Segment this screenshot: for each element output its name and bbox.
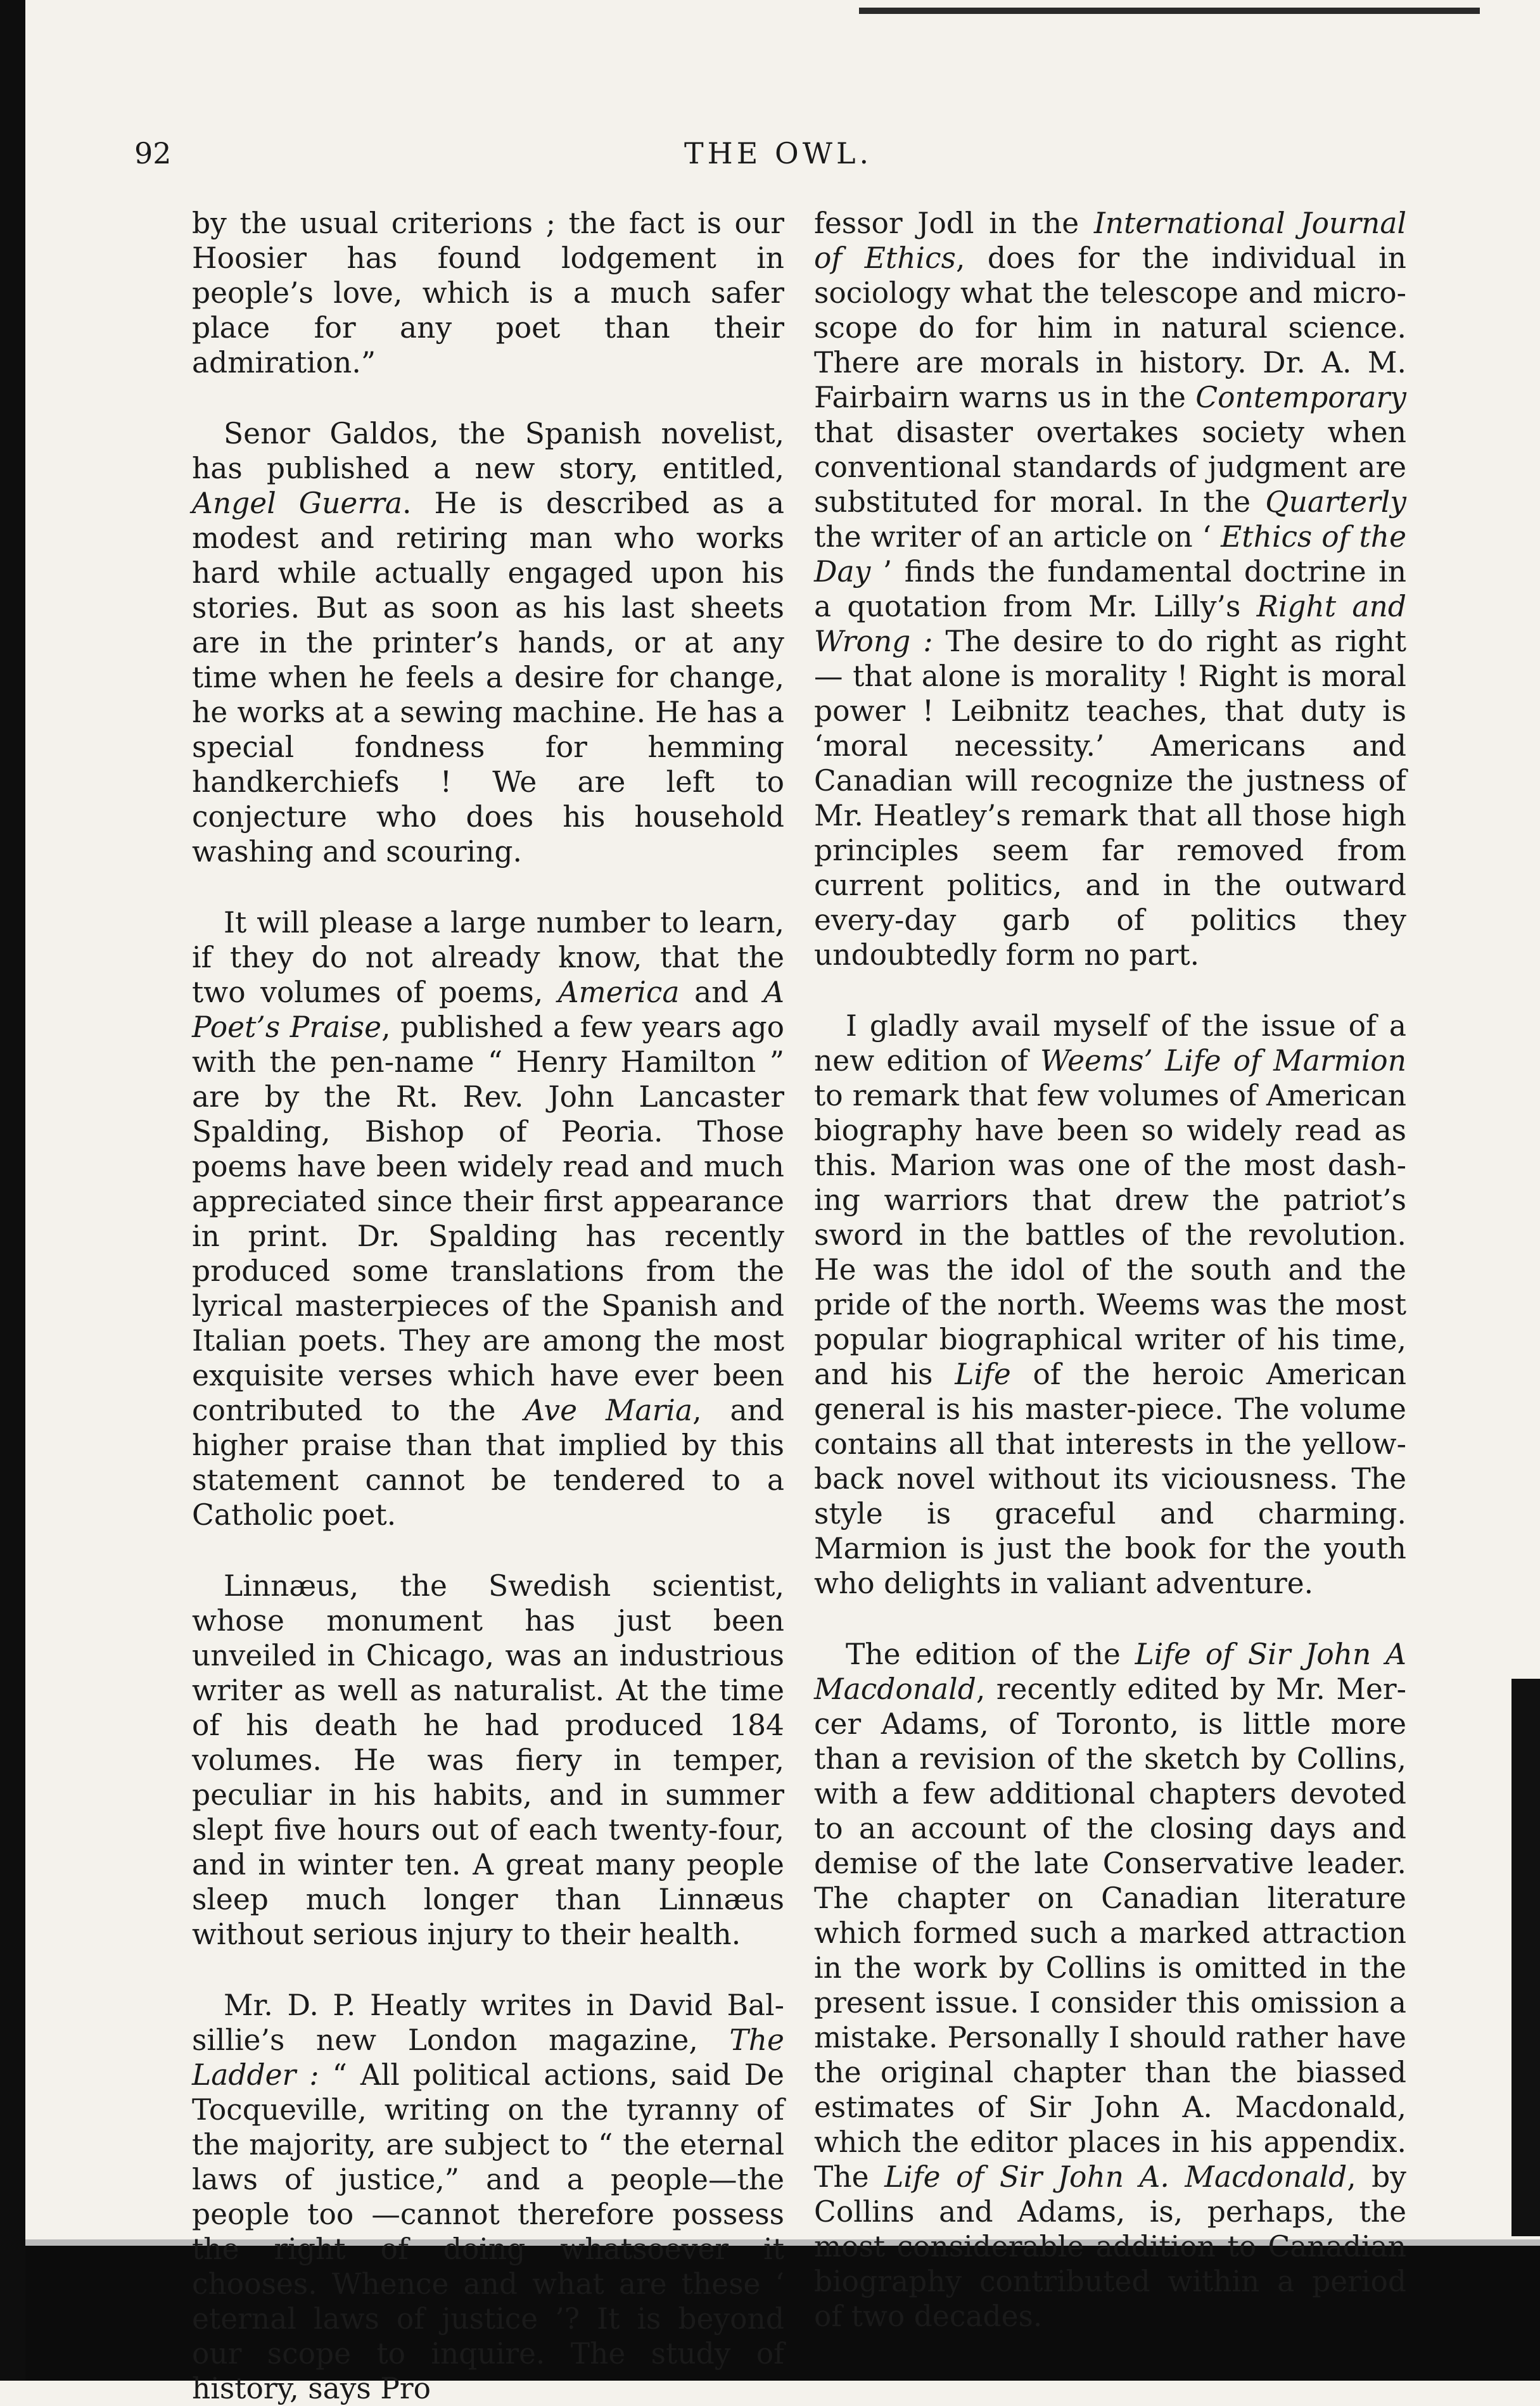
book-title: Weems’ Life of Marmion bbox=[1040, 1044, 1406, 1078]
periodical-title: Quarterly bbox=[1265, 485, 1406, 519]
periodical-title: Ave Maria bbox=[524, 1394, 693, 1427]
paragraph-linnaeus: Linnæus, the Swedish scientist, whose monument has just been unveiled in Chicago, was an industrious writer as well as naturalist. At the time of his death he had produced 184 volumes. He was fiery in temper, peculiar in his habits, and in summer slept five hours out of each twenty-four, and in winter ten. A great many people sleep much longer than Linnæus without serious injury to their health. bbox=[192, 1569, 784, 1951]
scan-top-rule bbox=[859, 8, 1480, 14]
paragraph-heatly: Mr. D. P. Heatly writes in David Balsillie’s new London magazine, The Ladder : “ All political actions, said De Tocqueville, writing on the tyranny of the majority, are subject to “ the eternal laws of justice,” and a people—the people too —cannot therefore possess the right of doing whatsoever it chooses. Whence and what are these ‘ eternal laws of justice ’? It is beyond our scope to inquire. The study of history, says Pro bbox=[192, 1989, 784, 2405]
paragraph-ethics: fessor Jodl in the International Journal of Ethics, does for the individual in sociology what the telescope and microscope do for him in natural science. There are morals in history. Dr. A. M. Fairbairn warns us in the Contemporary that disaster overtakes society when conventional standards of judgment are substituted for moral. In the Quarterly the writer of an article on ‘ Ethics of the Day ’ finds the fundamental doctrine in a quotation from Mr. Lilly’s Right and Wrong : The desire to do right as right— that alone is morality ! Right is moral power ! Leibnitz teaches, that duty is ‘moral necessity.’ Americans and Canadian will recognize the justness of Mr. Heatley’s remark that all those high principles seem far removed from current politics, and in the outward every-day garb of politics they undoubtedly form no part. bbox=[814, 207, 1406, 972]
left-column bbox=[192, 206, 784, 2406]
book-title: Life bbox=[955, 1358, 1011, 1391]
page-number: 92 bbox=[134, 136, 172, 170]
running-title: THE OWL. bbox=[684, 136, 873, 170]
scan-edge-right bbox=[1511, 1679, 1540, 2236]
book-title: Right and Wrong : bbox=[814, 590, 1406, 658]
book-title: America bbox=[557, 976, 680, 1009]
book-title: A Poet’s Praise bbox=[192, 976, 784, 1044]
paragraph-galdos: Senor Galdos, the Spanish novelist, has published a new story, entitled, Angel Guerra. He is described as a modest and retiring man who works hard while actually engaged upon his stories. But as soon as his last sheets are in the printer’s hands, or at any time when he feels a desire for change, he works at a sewing machine. He has a special fondness for hemming handkerchiefs ! We are left to conjecture who does his household washing and scouring. bbox=[192, 417, 785, 869]
periodical-title: Contemporary bbox=[1195, 381, 1406, 414]
right-column bbox=[814, 206, 1406, 2334]
book-title: Life of Sir John A. Macdonald bbox=[884, 2160, 1347, 2194]
paragraph-hoosier-end: by the usual criterions ; the fact is our Hoosier has found lodgement in people’s love, which is a much safer place for any poet than their admiration.” bbox=[192, 207, 784, 379]
periodical-title: The Ladder : bbox=[192, 2023, 784, 2092]
article-title: Ethics of the Day bbox=[814, 520, 1406, 589]
scan-edge-left bbox=[0, 0, 25, 2381]
book-title: Life of Sir John A Macdonald bbox=[814, 1638, 1406, 1706]
periodical-title: International Journal of Ethics bbox=[814, 207, 1406, 275]
book-title: Angel Guerra bbox=[192, 487, 402, 520]
page-header bbox=[0, 136, 1540, 181]
paragraph-macdonald: The edition of the Life of Sir John A Macdonald, recently edited by Mr. Mercer Adams, of Toronto, is little more than a revision of the sketch by Collins, with a few additional chapters devoted to an account of the closing days and demise of the late Conservative leader. The chapter on Canadian literature which formed such a marked attraction in the work by Collins is omitted in the present issue. I consider this omission a mistake. Personally I should rather have the original chapter than the biassed estimates of Sir John A. Macdonald, which the editor places in his appendix. The Life of Sir John A. Macdonald, by Collins and Adams, is, perhaps, the most considerable addition to Canadian biography contributed within a period of two decades. bbox=[814, 1638, 1406, 2333]
paragraph-weems: I gladly avail myself of the issue of a new edition of Weems’ Life of Marmion to remark that few volumes of American biography have been so widely read as this. Marion was one of the most dashing warriors that drew the patriot’s sword in the battles of the revolution. He was the idol of the south and the pride of the north. Weems was the most popular biographical writer of his time, and his Life of the heroic American general is his master-piece. The volume contains all that interests in the yellow-back novel without its viciousness. The style is graceful and charming. Marmion is just the book for the youth who delights in valiant adventure. bbox=[814, 1009, 1406, 1600]
paragraph-spalding: It will please a large number to learn, if they do not already know, that the two volumes of poems, America and A Poet’s Praise, published a few years ago with the pen-name “ Henry Hamilton ” are by the Rt. Rev. John Lancaster Spalding, Bishop of Peoria. Those poems have been widely read and much appreciated since their first appearance in print. Dr. Spalding has recently produced some translations from the lyrical masterpieces of the Spanish and Italian poets. They are among the most exquisite verses which have ever been contributed to the Ave Maria, and higher praise than that implied by this statement cannot be tendered to a Catholic poet. bbox=[192, 906, 785, 1532]
